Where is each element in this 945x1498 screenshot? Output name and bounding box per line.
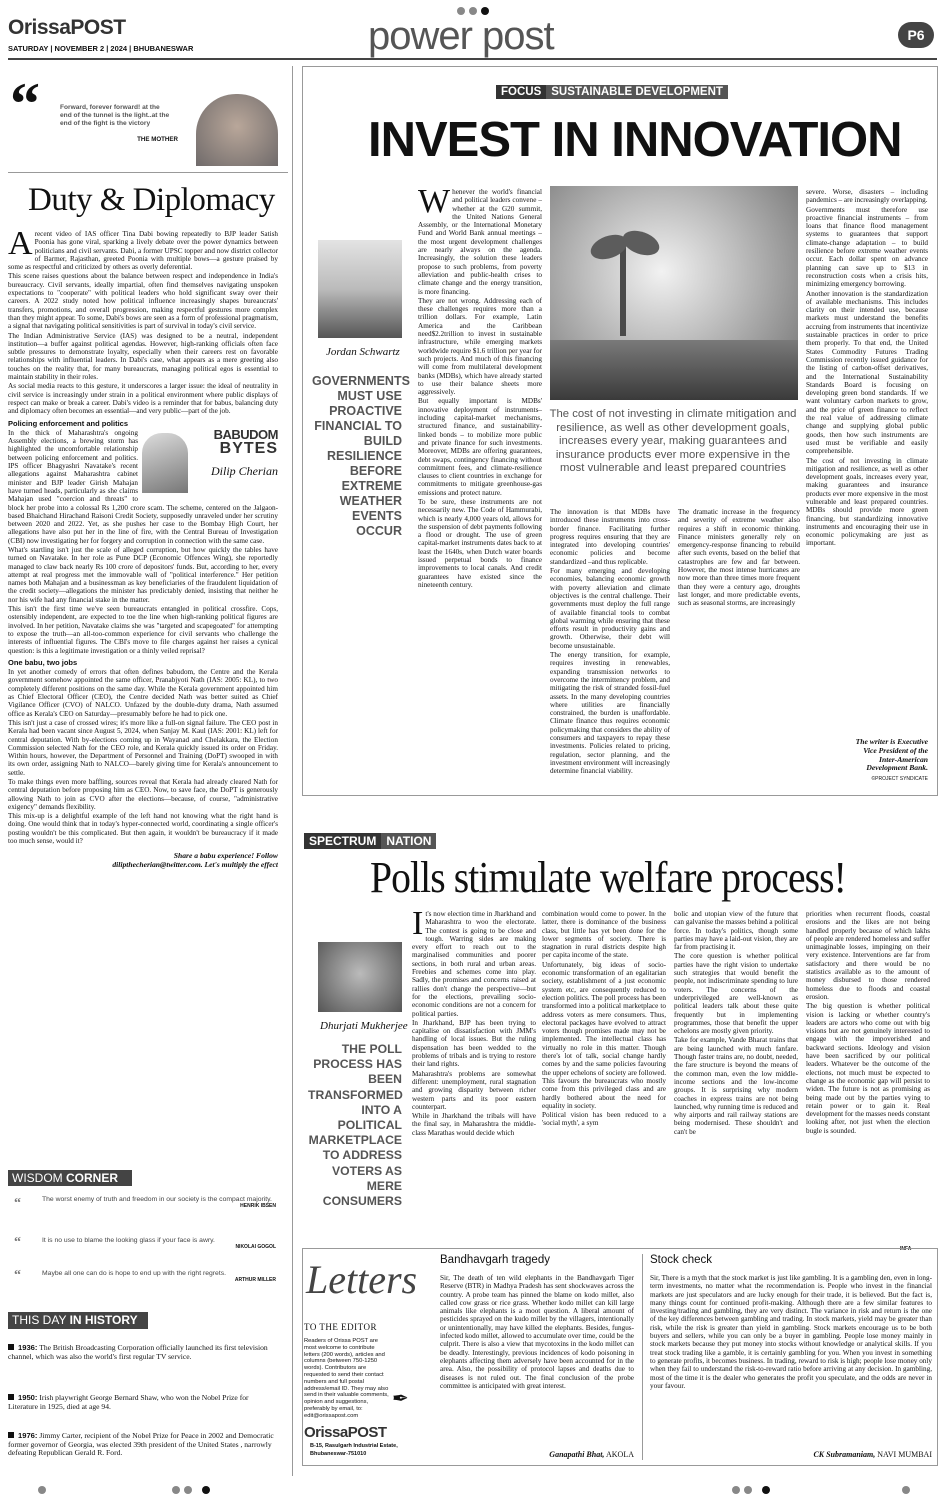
masthead-rule [8, 58, 937, 60]
polls-c8: bolic and utopian view of the future that can galvanise the masses behind a political force. In today's politics, though some parties may have a laid-out vision, they are far from practising it. [674, 910, 798, 952]
column-name-1: BABUDOM [213, 426, 278, 442]
polls-c4: While in Jharkhand the tribals will have the final say, in Maharashtra the middle-class Marathas would decide which [412, 1112, 536, 1137]
quote-mark-icon: “ [14, 1196, 21, 1211]
letter-1-place: AKOLA [606, 1450, 634, 1459]
polls-c7: Political vision has been reduced to a 'social myth', a sym [542, 1111, 666, 1128]
page-number-badge: P6 [898, 22, 934, 48]
pen-icon: ✒ [392, 1388, 409, 1410]
wisdom-header-b: CORNER [66, 1171, 119, 1185]
invest-c8: The dramatic increase in the frequency and severity of extreme weather also requires a shift in economic thinking. Finance ministers generally rely on emergency-response financing to rebuild after such events, based on the belief that catastrophes are few and far between. However, the most intense hurricanes are now more than three times more frequent than they were a century ago, droughts last longer, and more predictable events, such as seasonal storms, are increasingly [678, 508, 800, 608]
wisdom-text-3: Maybe all one can do is hope to end up with the right regrets. [42, 1270, 227, 1277]
invest-bio [806, 738, 928, 773]
bio-line-4: Development Bank. [866, 763, 928, 773]
history-year-1: 1936: [18, 1343, 38, 1352]
seedling-stem-shape [620, 246, 626, 336]
history-header [8, 1312, 148, 1329]
polls-col-4 [806, 910, 930, 1242]
invest-c6: For many emerging and developing economies, balancing economic growth with poverty alleviation and climate objectives is the central challenge. Their governments must deploy the full range of available financial tools to combat global warming while ensuring that these efforts result in productivity gains and growth. Otherwise, their debt will become unsustainable. [550, 567, 670, 650]
wisdom-text-2: It is no use to blame the looking glass if your face is awry. [42, 1237, 215, 1244]
wisdom-header-a: WISDOM [12, 1171, 63, 1185]
letter-1-sign: Ganapathi Bhat, [549, 1450, 605, 1459]
history-text-3: Jimmy Carter, recipient of the Nobel Prize for Peace in 2002 and Democratic former governor of Georgia, was elected 39th president of the United States , narrowly defeating Republican Gerald R. Ford. [8, 1431, 274, 1458]
duty-signoff [8, 851, 278, 869]
duty-p1: recent video of IAS officer Tina Dabi bowing repeatedly to BJP leader Satish Poonia has gone viral, sparking a lively debate over the power dynamics between politicians and civil servants. Dabi, a former UPSC topper and now district collector of Barmer, Rajasthan, greeted Poonia with multiple bows—a gesture praised by some as respectful and criticized by others as overly deferential. [8, 230, 278, 272]
invest-c5: The innovation is that MDBs have introduced these instruments into cross-border finance. Facilitating further progress requires ensuring that they are integrated into developing countries' economic policies and become standardized –and thus replicable. [550, 508, 670, 566]
polls-author: Dhurjati Mukherjee [320, 1020, 408, 1032]
invest-kicker-a: FOCUS [496, 85, 546, 99]
duty-p3: The Indian Administrative Service (IAS) was designed to be a neutral, independent institution—a buffer against political agendas. However, high-ranking officials often face subtle pressures to demonstrate loyalty, especially when their careers rest on favorable relationships with influential leaders. In Dabi's case, what appears as a mere greeting also touches on the reality that, for many bureaucrats, managing political egos is essential to maintain stability in their roles. [8, 331, 278, 382]
letter-1-signature [440, 1450, 634, 1459]
letter-1-title: Bandhavgarh tragedy [440, 1254, 550, 1266]
polls-pullquote: THE POLL PROCESS HAS BEEN TRANSFORMED INTO A POLITICAL MARKETPLACE TO ADDRESS VOTERS AS MERE CONSUMERS [308, 1042, 403, 1209]
duty-subhead-1: Policing enforcement and politics [8, 418, 129, 428]
letters-divider [642, 1254, 643, 1460]
duty-p4: As social media reacts to this gesture, it underscores a larger issue: the ideal of neutrality in civil service is increasingly under strain in a political environment where public displays of respect can make or break a career. Dabi's video is a reminder that for babus, balancing duty and diplomacy often becomes an essential—and very public—part of the job. [8, 382, 278, 416]
invest-dropcap: W [418, 188, 451, 220]
the-mother-photo [196, 94, 278, 166]
invest-col-3 [678, 508, 800, 790]
invest-credit: ©PROJECT SYNDICATE [871, 776, 928, 782]
duty-p7: This isn't the first time we've seen bureaucrats entangled in political crossfire. Cops, ostensibly independent, are expected to toe the line when high-ranking political figures are involved. In her petition, Navatake claims she was "targeted and scapegoated" for attempting to expose the truth—an all-too-common experience for civil servants who challenge the interests of influential figures. The CBI's move to file charges against her raises a cynical question: is this a legitimate investigation or a thinly veiled reprisal? [8, 605, 278, 655]
invest-c4: To be sure, these instruments are not necessarily new. The Code of Hammurabi, which is nearly 4,000 years old, allows for the suspension of debt payments following a flood or drought. The use of green capital-market instruments dates back to at least the 1640s, when Dutch water boards issued perpetual bonds to finance improvements to local canals. And credit guarantees have existed since the nineteenth century. [418, 497, 542, 589]
column-divider [292, 66, 293, 1476]
invest-col-1 [418, 188, 542, 788]
bottom-registration-marks [0, 1486, 945, 1496]
letters-info: Readers of Orissa POST are most welcome to contribute letters (200 words), articles and columns (between 750-1250 words). Contributors are requested to send their contact numbers and full postal address/email ID. They may also send in their valuable comments, opinion and suggestions, preferably by email, to: edit@orissapost.com [304, 1338, 389, 1419]
duty-subhead-2: One babu, two jobs [8, 657, 78, 667]
history-header-a: THIS DAY [12, 1313, 67, 1327]
invest-c3: But equally important is MDBs' innovative deployment of instruments–including capital-market mechanisms, structured finance, and sustainability-linked bonds – to mobilize more public and private finance for such investments. Moreover, MDBs are offering guarantees, debt swaps, contingency financing without commitment fees, and climate-resilience clauses to client countries in exchange for commitments to mitigate greenhouse-gas emissions and protect nature. [418, 397, 542, 497]
polls-c6: Unfortunately, big ideas of socio-economic transformation of an egalitarian society, establishment of a just economic system etc, are consequently reduced to election politics. The poll process has been transformed into a political marketplace to address voters as mere consumers. Thus, electoral packages have evolved to attract voters though promises made may not be implemented. The intellectual class has virtually no role in this matter. Though there's lot of talk, social change hardly comes by and the same policies favouring the upper echelons of society are followed. This favours the bureaucrats who mostly come from this privileged class and are hardly bothered about the need for equality in society. [542, 960, 666, 1110]
polls-col-2 [542, 910, 666, 1260]
letters-address-2: Bhubaneswar-751010 [310, 1451, 367, 1457]
polls-c12: The big question is whether political vision is lacking or whether country's leaders are actors who come out with big visions but are not genuinely interested to engage with the impoverished and backward sections. Ideology and vision have been sacrificed by our political leaders. Whatever be the outcome of the elections, not much must be expected to change as the economic gap will persist to widen. The future is not as promising as being made out by the parties vying to retain power or to gain it. Real development for the masses needs constant looking after, not just when the election bugle is sounded. [806, 1002, 930, 1135]
invest-kicker [496, 86, 728, 98]
duty-dropcap: A [8, 230, 33, 262]
letters-address-1: B-15, Rasulgarh Industrial Estate, [310, 1443, 398, 1449]
divider [8, 172, 288, 173]
duty-p2: This scene raises questions about the balance between respect and independence in India's bureaucracy. Civil servants, ideally impartial, often find themselves navigating unspoken expectations to "cooperate" with political leaders who hold significant sway over their careers. A 2022 study noted how political influence increasingly shapes bureaucrats' transfers, promotions, and overall progression, making respectful gestures more complex than they might appear. To some, Dabi's bows are seen as a form of professional pragmatism, a signal that navigating political sensitivities is part of survival in today's civil service. [8, 272, 278, 331]
wisdom-author-3: ARTHUR MILLER [234, 1277, 276, 1283]
polls-c10: Take for example, Vande Bharat trains that are being launched with much fanfare. Though faster trains are, no doubt, needed, the fare structure is beyond the means of the common man, even the low middle-income sections and the low-income groups. It is surprising why modern coaches in express trains are not being launched, why running time is reduced and why airports and rail railway stations are being modernised. These shouldn't and can't be [674, 1036, 798, 1136]
bio-line-2: Vice President of the [863, 745, 928, 755]
duty-author: Dilip Cherian [210, 463, 278, 478]
wisdom-corner-header [8, 1170, 132, 1186]
polls-kicker-b: NATION [381, 833, 436, 849]
wisdom-item [14, 1270, 276, 1283]
history-item [8, 1394, 278, 1411]
signoff-line-2: dilipthecherian@twitter.com. Let's multiply the effect [112, 860, 278, 870]
invest-col-4 [806, 188, 928, 734]
letter-1-body: Sir, The death of ten wild elephants in the Bandhavgarh Tiger Reserve (BTR) in Madhya Pradesh has sent shockwaves across the country. A probe team has pinned the blame on kodo millet, also called cow grass or rice grass. Whether kodo millet can kill large animals like elephants is a moot question. A liberal amount of pesticides sprayed on the kudo millet by the villagers, intentionally or unintentionally, may have killed the elephants. Besides, fungus-infected kodo millet, allowed to accumulate over time, could be the culprit. There is also a view that mycotoxins in the kodo millet can be deadly. Interestingly, previous incidences of kodo poisoning in elephants affecting them adversely have been accounted for in the area. Also, the possibility of protocol lapses and deaths due to diseases is not ruled out. The final conclusion of the probe committee is anticipated with great interest. [440, 1274, 634, 1390]
duty-article [8, 230, 278, 1116]
invest-headline: INVEST IN INNOVATION [368, 113, 902, 167]
section-title: power post [368, 14, 554, 58]
wisdom-author-1: HENRIK IBSEN [240, 1203, 276, 1209]
signoff-line-1: Share a babu experience! Follow [173, 851, 278, 861]
polls-credit: INFA [900, 1246, 912, 1252]
duty-p8: In yet another comedy of errors that often defines babudom, the Centre and the Kerala government somehow appointed the same officer, Pranabjyoti Nath (IAS: 2005: KL), to two completely different positions on the same day. While the Kerala government appointed him as Chief Electoral Officer (CEO), the Centre decided Nath was better suited as Chief Vigilance Officer (CVO) of NALCO. Unfazed by the double-duty drama, Nath assumed office as Kerala's CEO on Saturday—presumably before he had to pick one. [8, 668, 278, 718]
quote-text: Forward, forever forward! at the end of the tunnel is the light..at the end of the fight is the victory [60, 104, 170, 127]
history-item [8, 1432, 278, 1458]
invest-c7: The energy transition, for example, requires investing in renewables, expanding transmission networks to overcome the intermittency problem, and mitigating the risk of stranded fossil-fuel assets. In the many developing countries where utilities are financially constrained, the burden is unaffordable. Climate finance thus requires economic policymaking that considers the ability of consumers and taxpayers to repay these investments. Policies related to pricing, regulation, sector planning, and the investment environment will increasingly determine financial viability. [550, 651, 670, 776]
polls-c1: t's now election time in Jharkhand and Maharashtra to woo the electorate. The contest is going to be close and tough. Warring sides are making every effort to reach out to the marginalised communities and poorer sections, in both rural and urban areas. Freebies and schemes come into play. Sadly, the promises and concerns raised at rallies don't change the perspective—but for the elections, prevailing socio-economic conditions are not a concern for political parties. [412, 910, 536, 1018]
wisdom-text-1: The worst enemy of truth and freedom in our society is the compact majority. [42, 1196, 272, 1203]
wisdom-item [14, 1237, 276, 1250]
history-year-3: 1976: [18, 1431, 38, 1440]
polls-dropcap: I [412, 910, 424, 942]
duty-p5: In the thick of Maharashtra's ongoing Assembly elections, a brewing storm has highlighted the uncomfortable relationship between policing enforcement and politics. IPS officer Bhagyashri Navatake's recent allegations against Maharashtra cabinet minister and BJP leader Girish Mahajan have turned heads, particularly as she claims Mahajan used "coercion and threats" to block her probe into a colossal Rs 1,200 crore scam. The scheme, centered on the Jalgaon-based Bhaichand Hirachand Raisoni Credit Society, supposedly unraveled under her scrutiny between 2020 and 2022. Yet, as she pushes her case to the Bombay High Court, her allegations have also put her in the line of fire, with the Central Bureau of Investigation (CBI) now investigating her for forgery and corruption in connection with the same case. [8, 428, 278, 545]
babudom-bytes-box [142, 426, 278, 495]
duty-headline: Duty & Diplomacy [28, 182, 275, 218]
polls-col-1 [412, 910, 536, 1260]
letter-2-sign: CK Subramaniam, [813, 1450, 876, 1459]
history-text-1: The British Broadcasting Corporation officially launched its first television channel, which was also the world's first regular TV service. [8, 1343, 268, 1361]
dilip-cherian-photo [142, 433, 188, 493]
jordan-schwartz-photo [318, 240, 402, 338]
invest-image-caption: The cost of not investing in climate mitigation and resilience, as well as other development goals, increases every year, making guarantees and insurance products ever more expensive in the most vulnerable and least prepared countries [549, 408, 797, 474]
letter-2-signature [650, 1450, 932, 1459]
column-name-2: BYTES [219, 439, 278, 457]
wisdom-item [14, 1196, 276, 1209]
dateline: SATURDAY | NOVEMBER 2 | 2024 | BHUBANESWAR [8, 44, 194, 53]
polls-kicker-a: SPECTRUM [304, 833, 381, 849]
duty-p10: To make things even more baffling, sources reveal that Kerala had already cleared Nath for central deputation before proposing him as CEO. Now, to save face, the DoPT is generously allowing Nath to join as CVO after the elections—because, of course, "administrative exigency" demands flexibility. [8, 778, 278, 811]
history-text-2: Irish playwright George Bernard Shaw, who won the Nobel Prize for Literature in 1925, died at age 94. [8, 1393, 249, 1411]
history-item [8, 1344, 278, 1361]
polls-kicker [304, 834, 436, 849]
invest-kicker-b: SUSTAINABLE DEVELOPMENT [546, 85, 728, 99]
letters-title: Letters [306, 1257, 418, 1302]
polls-col-3 [674, 910, 798, 1260]
dhurjati-mukherjee-photo [318, 942, 402, 1012]
soil-shape [550, 340, 798, 400]
quote-author: THE MOTHER [137, 136, 178, 143]
quote-mark-icon: “ [14, 1268, 21, 1283]
invest-c10: Governments must therefore use proactive financial instruments – from loans that finance flood management systems to guarantees that support climate-change adaptation – to build resilience before extreme weather events occur. Each dollar spent on advance planning can save up to $13 in reconstruction costs when a crisis hits, minimizing emergency borrowing. [806, 205, 928, 289]
invest-c2: They are not wrong. Addressing each of these challenges requires more than a trillion dollars. For example, Latin America and the Caribbean need$2.2trillion to invest in sustainable infrastructure, while emerging markets worldwide require $1.6 trillion per year for such projects. And much of this financing will come from multilateral development banks (MDBs), which have already started to use their balance sheets more aggressively. [418, 296, 542, 397]
letter-2-place: NAVI MUMBAI [877, 1450, 932, 1459]
duty-p6: What's startling isn't just the scale of alleged corruption, but how quickly the tables have turned on Navatake. In her role as Pune DCP (Economic Offences Wing), she reportedly managed to claw back nearly Rs 100 crore of depositors' funds. But, according to her, every attempt at real progress met the immovable wall of "political interference." Her petition names both Mahajan and a businessman as key beneficiaries of the fraudulent liquidation of the credit society—allegations the minister has predictably denied, insisting that neither he nor his wife had any financial stake in the matter. [8, 545, 278, 604]
letter-2-title: Stock check [650, 1254, 712, 1266]
quote-mark-icon: “ [10, 71, 40, 137]
invest-c11: Another innovation is the standardization of available mechanisms. This includes clarity on their intended use, because markets must understand the benefits accruing from instruments that incentivize sustainable practices in order to price them properly. To that end, the United States Commodity Futures Trading Commission recently issued guidance for the listing of carbon-offset derivatives, and the International Sustainability Standards Board is focusing on developing green bond standards. If we want voluntary carbon markets to grow, and the price of green finance to reflect the real value of addressing climate change and supplying global public goods, then how such instruments are used must be verifiable and easily comprehensible. [806, 289, 928, 456]
invest-c1: henever the world's financial and political leaders convene – whether at the G20 summit, the United Nations General Assembly, or the International Monetary Fund and World Bank annual meetings –the most urgent development challenges are nearly always on the agenda. Increasingly, the solution these leaders propose to such problems, from poverty alleviation and public-health crises to climate change and the energy transition, is more financing. [418, 188, 542, 296]
invest-col-2 [550, 508, 670, 790]
polls-c3: Maharashtra's problems are somewhat different: unemployment, rural stagnation and growing disparity between richer western parts and its poor eastern counterpart. [412, 1069, 536, 1111]
polls-c9: The core question is whether political parties have the right vision to undertake such strategies that would benefit the people, not indiscriminate spending to lure voters. The concerns of the underprivileged are well-known as political leaders talk about these quite frequently but in implementing programmes, those that benefit the upper echelons are mostly given priority. [674, 952, 798, 1036]
duty-p9: This isn't just a case of crossed wires; it's more like a full-on signal failure. The CEO post in Kerala had been vacant since August 5, 2024, when Sanjay M. Kaul (IAS: 2001: KL) left for central deputation. With by-elections coming up in Wayanad and Chelakkara, the Election Commission selected Nath for the CEO role, and Kerala quickly issued its order on Friday. Within hours, however, the Department of Personnel and Training (DoPT) swooped in with its own order, assigning Nath to NALCO—barely giving time for Kerala's announcement to settle. [8, 718, 278, 777]
history-header-b: IN HISTORY [69, 1313, 138, 1327]
polls-c11: priorities when recurrent floods, coastal erosions and the likes are not being handled properly because of which lakhs of people are rendered homeless and suffer unimaginable losses, impinging on their very existence. Interventions are far from satisfactory and there would be no statistics available as to the amount of money disbursed to those rendered homeless due to floods and coastal erosion. [806, 910, 930, 1001]
polls-c5: combination would come to power. In the latter, there is dominance of the business class, but little has yet been done for the lower segments of society. There is stagnation in rural districts despite high per capita income of the state. [542, 910, 666, 960]
top-registration-marks [0, 2, 945, 8]
history-year-2: 1950: [18, 1393, 38, 1402]
letter-2-body: Sir, There is a myth that the stock market is just like gambling. It is a gambling den, even in long-term investments, no matter what the recommendation is. People who invest in the financial markets are just speculators and are lucky enough for their trade, it is believed. But the fact is, many things count for continued profit-making. Although there are a few similar features to investing/trading and gambling, they are very distinct. The variance in risk and return is the one of the key differences between gambling and trading. In stock markets, yield may be greater than risk, while the risk is greater than yield in gambling. Stock markets encourage us to be both buyers and sellers, while you can only be a buyer in gambling. People lose money mainly in stock markets because they put money into stocks without knowledge or analytical skills. If you treat stock trading like a gamble, it is certainly gambling for you. When you invest in something to generate profits, it becomes business. In trading, reward to risk is high; people lose money only when they fail to understand the risk-to-reward ratio before arriving at any decision. In gambling, most of the time it is the dealer who generates the profit you speculate, and the odds are never in your favour. [650, 1274, 932, 1390]
masthead-logo: OrissaPOST [8, 16, 126, 39]
invest-c12: The cost of not investing in climate mitigation and resilience, as well as other development goals, increases every year, making guarantees and insurance products ever more expensive in the most vulnerable and least prepared countries. MDBs should provide more green financing, but standardizing innovative instruments and encouraging their use in economic policymaking are just as important. [806, 456, 928, 548]
bio-line-1: The writer is Executive [855, 737, 928, 746]
polls-c2: In Jharkhand, BJP has been trying to capitalise on dissatisfaction with JMM's handling of local issues. But the ruling dispensation has been wedded to the problems of tribals and is trying to restore their land rights. [412, 1018, 536, 1069]
invest-pullquote: GOVERNMENTS MUST USE PROACTIVE FINANCIAL TO BUILD RESILIENCE BEFORE EXTREME WEATHER EVENTS OCCUR [312, 374, 410, 538]
polls-headline: Polls stimulate welfare process! [370, 853, 846, 902]
wisdom-author-2: NIKOLAI GOGOL [235, 1244, 276, 1250]
quote-mark-icon: “ [14, 1235, 21, 1250]
bio-line-3: Inter-American [879, 754, 928, 764]
invest-c9: severe. Worse, disasters – including pandemics – are increasingly overlapping. [806, 188, 928, 205]
duty-p11: This mix-up is a delightful example of the left hand not knowing what the right hand is doing. One would think that in today's hyper-connected world, coordinating a single officer's posting wouldn't be this complicated. But then again, it wouldn't be bureaucracy if it made too much sense, would it? [8, 812, 278, 846]
letters-subtitle: TO THE EDITOR [304, 1322, 377, 1332]
letters-logo: OrissaPOST [304, 1424, 387, 1441]
invest-author: Jordan Schwartz [326, 346, 400, 358]
seedling-coins-image [550, 186, 798, 400]
